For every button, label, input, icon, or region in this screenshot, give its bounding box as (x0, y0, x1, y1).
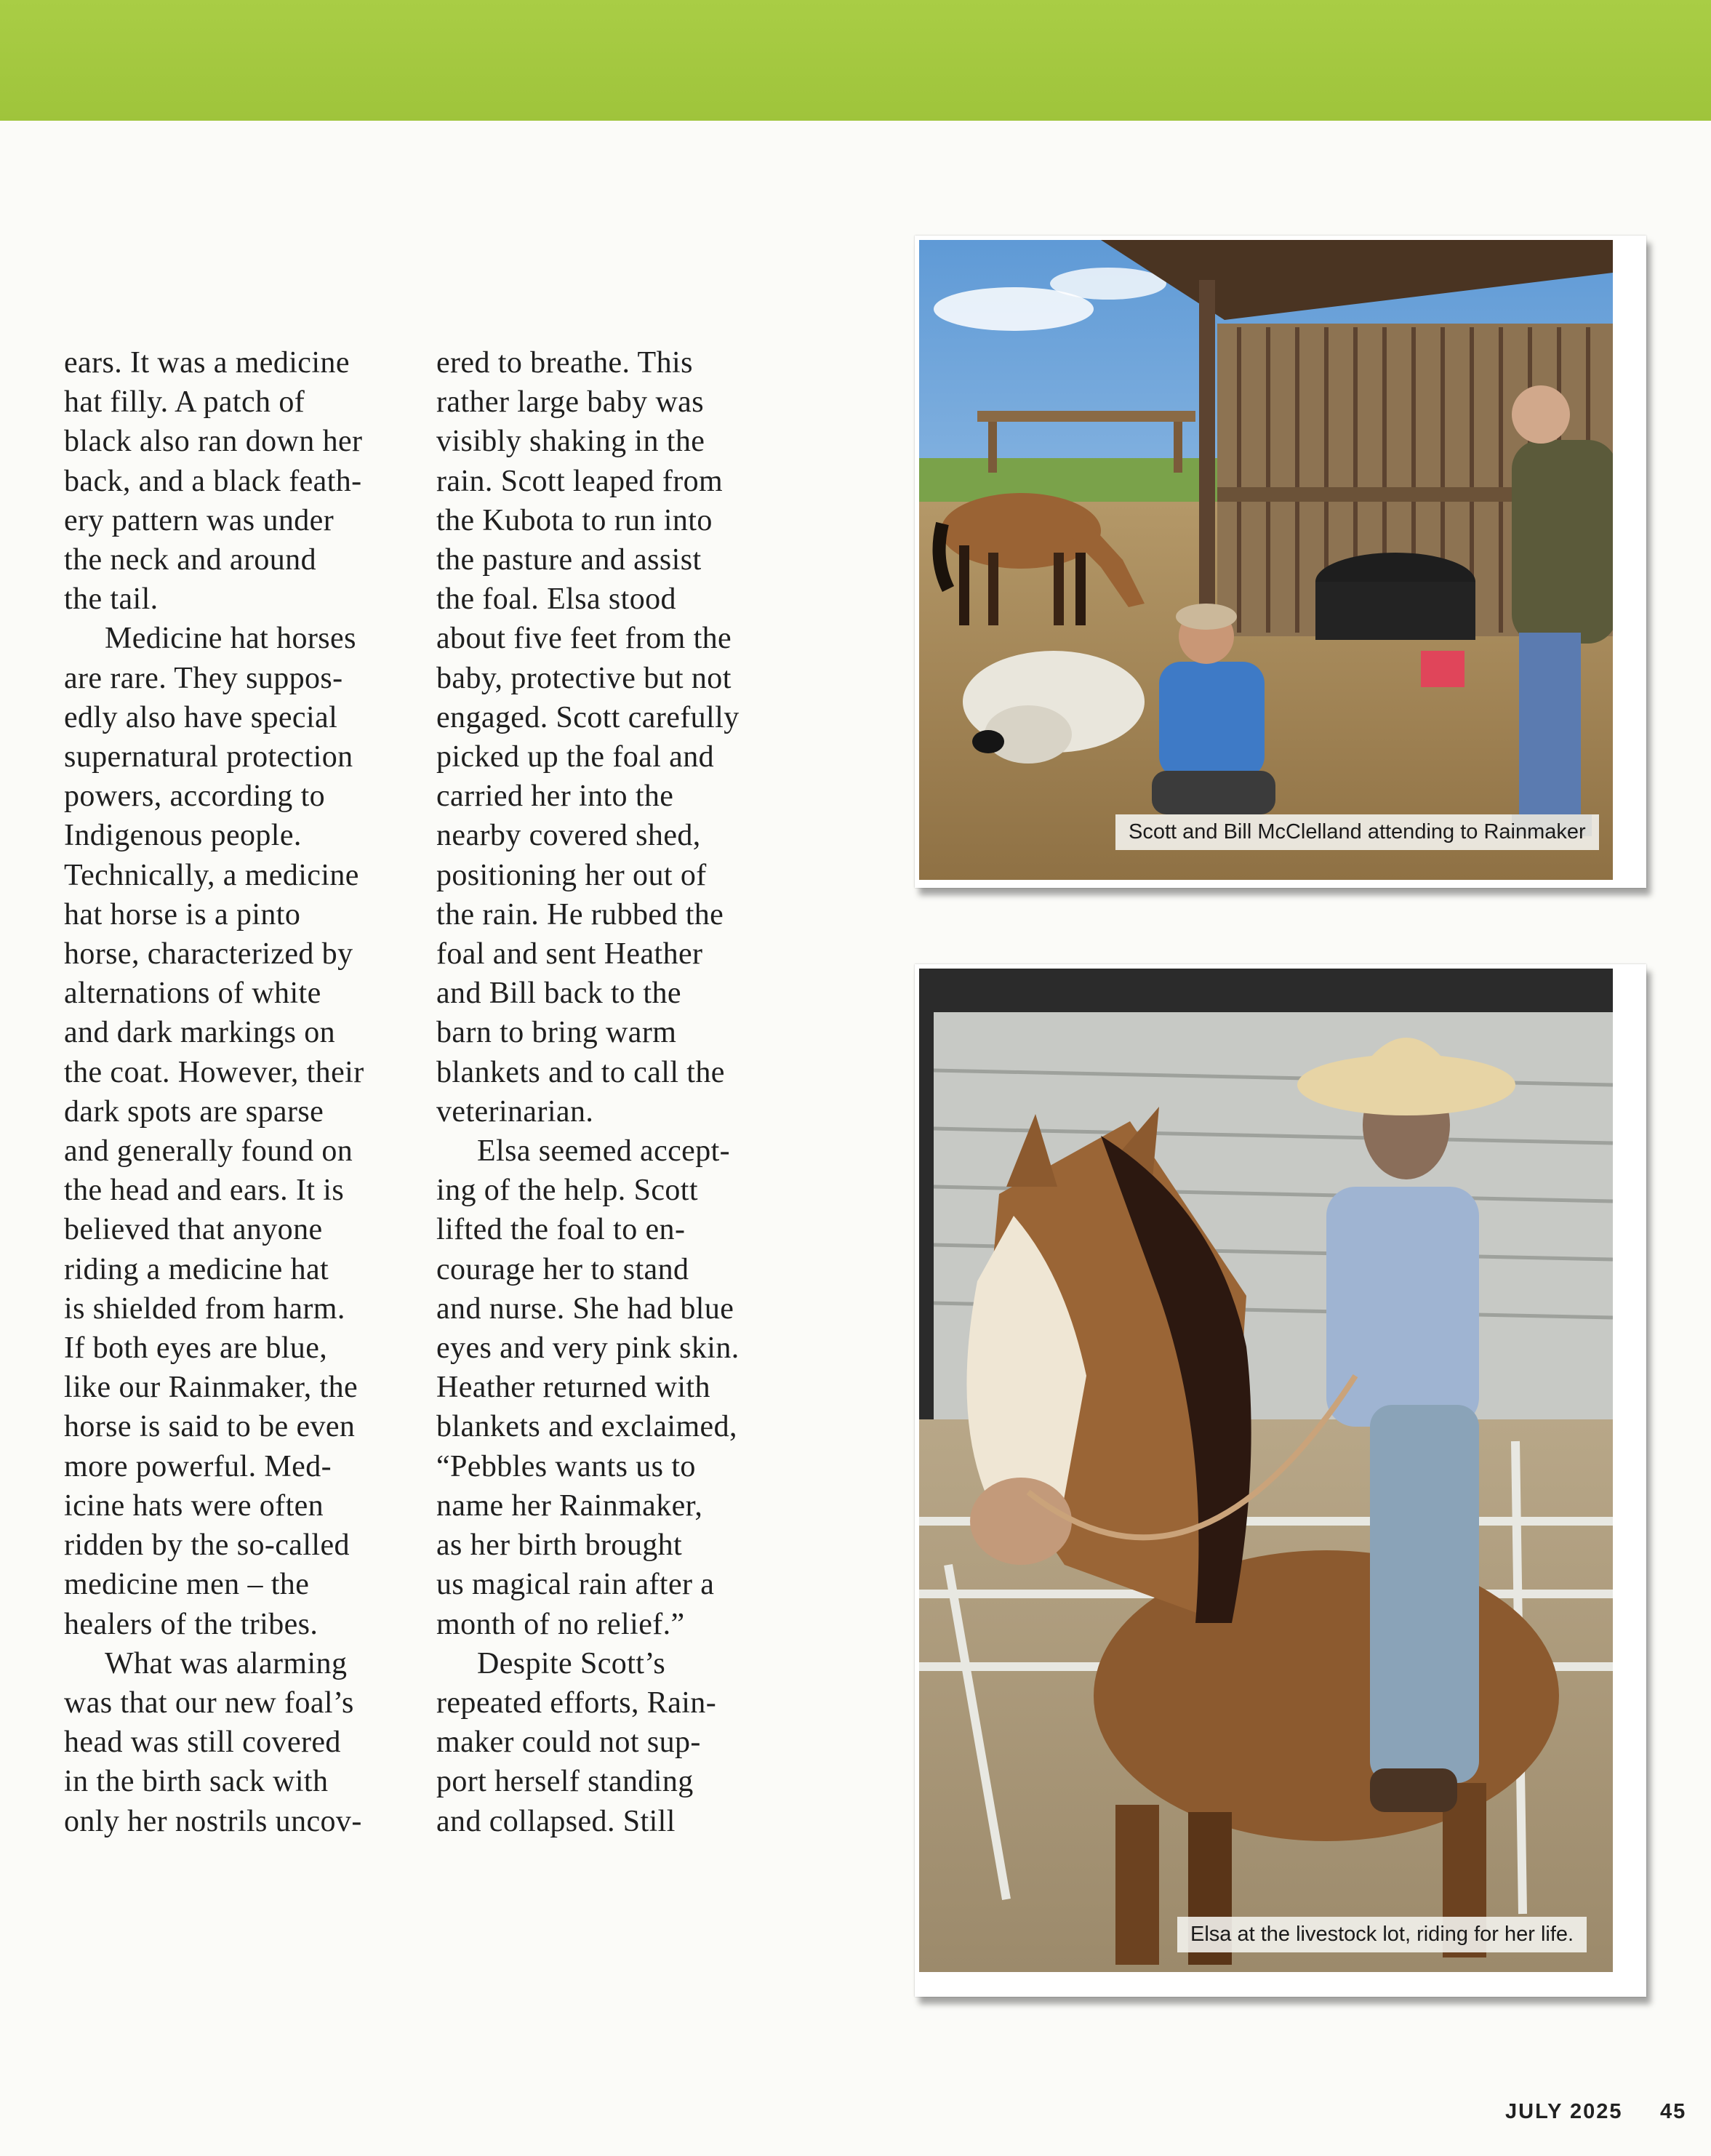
article-text-line: and nurse. She had blue (436, 1291, 734, 1326)
photo-barn-foal (919, 240, 1613, 880)
article-text-line: black also ran down her (64, 425, 363, 459)
article-text-line: the head and ears. It is (64, 1174, 345, 1208)
top-color-band (0, 0, 1711, 121)
photo-1-caption: Scott and Bill McClelland attending to Rainmaker (1115, 814, 1599, 850)
article-text-line: is shielded from harm. (64, 1291, 345, 1326)
article-text-line: edly also have special (64, 700, 338, 734)
article-text-line: maker could not sup- (436, 1726, 701, 1760)
photo-frame-2 (915, 964, 1646, 1997)
article-text-line: the neck and around (64, 543, 316, 577)
article-text-line: Elsa seemed accept- (477, 1134, 731, 1169)
article-text-line: Technically, a medicine (64, 858, 359, 892)
article-text-line: dark spots are sparse (64, 1094, 324, 1129)
article-text-line: If both eyes are blue, (64, 1331, 328, 1366)
article-text-line: like our Rainmaker, the (64, 1371, 358, 1405)
article-text-line: veterinarian. (436, 1094, 594, 1129)
article-text-line: believed that anyone (64, 1213, 323, 1247)
article-text-line: repeated efforts, Rain- (436, 1686, 717, 1720)
article-text-line: barn to bring warm (436, 1016, 677, 1050)
article-text-line: carried her into the (436, 780, 674, 814)
article-text-line: the Kubota to run into (436, 503, 713, 537)
article-text-line: Indigenous people. (64, 819, 302, 853)
article-text-line: icine hats were often (64, 1488, 324, 1523)
article-text-line: was that our new foal’s (64, 1686, 354, 1720)
article-text-line: horse is said to be even (64, 1410, 356, 1444)
article-text-line: and collapsed. Still (436, 1804, 676, 1838)
article-text-line: the pasture and assist (436, 543, 702, 577)
article-text-line: visibly shaking in the (436, 425, 705, 459)
article-text-line: picked up the foal and (436, 740, 715, 774)
article-text-line: and Bill back to the (436, 977, 681, 1011)
article-text-line: ridden by the so-called (64, 1528, 350, 1563)
article-text-line: as her birth brought (436, 1528, 683, 1563)
article-text-line: only her nostrils uncov- (64, 1804, 362, 1838)
article-text-line: lifted the foal to en- (436, 1213, 686, 1247)
article-text-line: ing of the help. Scott (436, 1174, 698, 1208)
article-text-line: and dark markings on (64, 1016, 336, 1050)
photo-2-caption: Elsa at the livestock lot, riding for her life. (1177, 1917, 1587, 1952)
article-text-line: us magical rain after a (436, 1568, 715, 1602)
article-text-line: baby, protective but not (436, 661, 732, 695)
article-text-line: and generally found on (64, 1134, 353, 1169)
article-text-line: engaged. Scott carefully (436, 700, 740, 734)
photo-frame-1 (915, 236, 1646, 888)
article-text-line: riding a medicine hat (64, 1252, 329, 1286)
article-text-line: Heather returned with (436, 1371, 710, 1405)
article-text-line: back, and a black feath- (64, 464, 362, 498)
article-text-line: nearby covered shed, (436, 819, 701, 853)
issue-date: JULY 2025 (1505, 2100, 1623, 2123)
article-text-line: alternations of white (64, 977, 321, 1011)
article-text-line: foal and sent Heather (436, 937, 703, 971)
article-text-line: rain. Scott leaped from (436, 464, 724, 498)
article-text-line: supernatural protection (64, 740, 353, 774)
article-text-line: healers of the tribes. (64, 1607, 318, 1641)
article-text-line: positioning her out of (436, 858, 707, 892)
article-text-line: eyes and very pink skin. (436, 1331, 740, 1366)
article-text-line: powers, according to (64, 780, 326, 814)
article-text-line: ears. It was a medicine (64, 346, 350, 380)
article-text-line: ery pattern was under (64, 503, 334, 537)
article-text-line: name her Rainmaker, (436, 1488, 703, 1523)
article-text-line: rather large baby was (436, 385, 704, 420)
article-text-line: the coat. However, their (64, 1055, 364, 1089)
article-text-line: port herself standing (436, 1765, 694, 1799)
photo-rider-horse (919, 969, 1613, 1972)
article-text-line: the foal. Elsa stood (436, 582, 676, 617)
article-text-line: head was still covered (64, 1726, 341, 1760)
article-text-line: the rain. He rubbed the (436, 897, 724, 931)
article-text-line: Despite Scott’s (477, 1646, 666, 1680)
article-text-line: month of no relief.” (436, 1607, 685, 1641)
article-column-1 (64, 343, 413, 1841)
article-text-line: What was alarming (105, 1646, 348, 1680)
article-text-line: ered to breathe. This (436, 346, 693, 380)
article-text-line: Medicine hat horses (105, 622, 356, 656)
article-text-line: more powerful. Med- (64, 1449, 332, 1483)
article-text-line: horse, characterized by (64, 937, 353, 971)
article-text-line: are rare. They suppos- (64, 661, 343, 695)
article-text-line: medicine men – the (64, 1568, 310, 1602)
article-column-2 (436, 343, 778, 1841)
article-text-line: hat filly. A patch of (64, 385, 305, 420)
article-text-line: blankets and to call the (436, 1055, 725, 1089)
article-text-line: “Pebbles wants us to (436, 1449, 696, 1483)
article-text-line: blankets and exclaimed, (436, 1410, 737, 1444)
article-text-line: about five feet from the (436, 622, 732, 656)
article-text-line: courage her to stand (436, 1252, 689, 1286)
page-number: 45 (1660, 2100, 1687, 2123)
article-text-line: the tail. (64, 582, 159, 617)
article-text-line: hat horse is a pinto (64, 897, 301, 931)
article-text-line: in the birth sack with (64, 1765, 329, 1799)
